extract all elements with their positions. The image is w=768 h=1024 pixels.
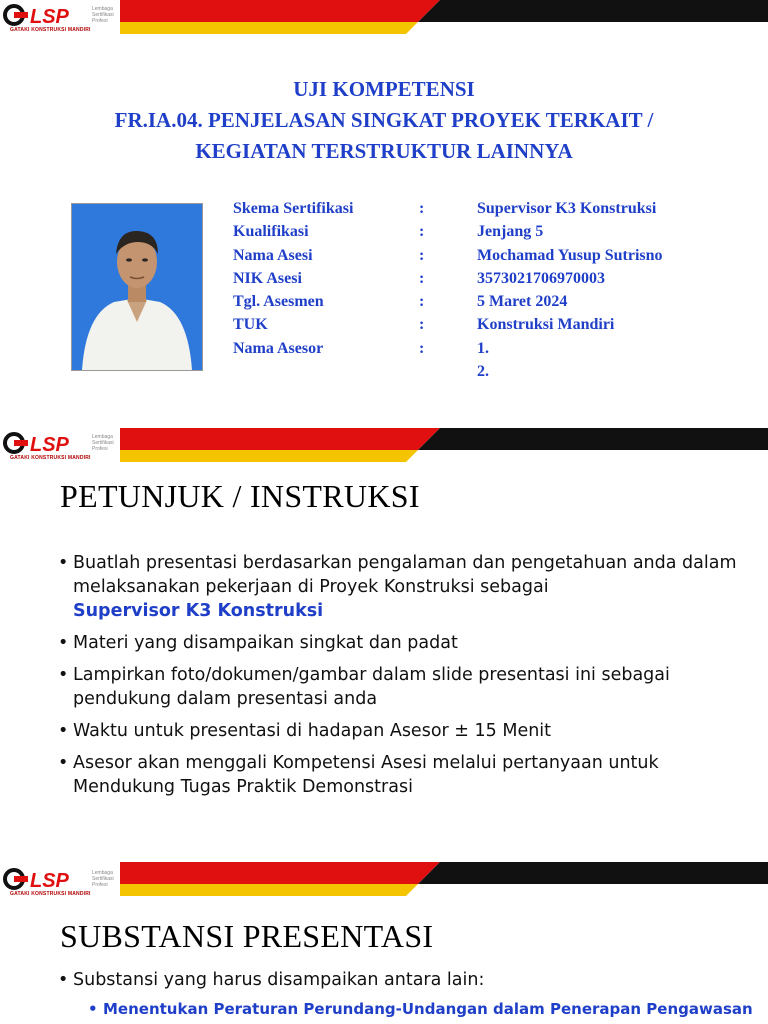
field-value: 3573021706970003 <box>477 269 605 287</box>
lsp-logo <box>2 866 122 900</box>
slide-2 <box>0 428 768 840</box>
field-separator: : <box>419 316 425 334</box>
list-item: • Menentukan Peraturan Perundang-Undangan dalam Penerapan Pengawasan <box>88 998 768 1020</box>
field-separator: : <box>419 293 425 311</box>
info-labels <box>233 197 413 383</box>
logo-brand: LSP <box>30 870 69 892</box>
slide-1 <box>0 0 768 418</box>
field-separator: : <box>419 200 425 217</box>
field-label: Nama Asesor <box>233 339 324 357</box>
field-separator: : <box>419 223 425 241</box>
field-value: 1. <box>477 339 489 357</box>
field-label <box>233 360 413 383</box>
title-line-2: FR.IA.04. PENJELASAN SINGKAT PROYEK TERKAIT / <box>114 108 654 132</box>
slide3-heading: SUBSTANSI PRESENTASI <box>60 918 434 954</box>
list-item <box>58 551 738 623</box>
list-item-highlight: Supervisor K3 Konstruksi <box>73 601 324 621</box>
field-value: Konstruksi Mandiri <box>477 316 615 334</box>
list-item: • Asesor akan menggali Kompetensi Asesi melalui pertanyaan untuk Mendukung Tugas Praktik Demonstrasi <box>58 751 738 799</box>
lsp-logo <box>2 430 122 464</box>
instruction-list <box>58 551 738 807</box>
lsp-logo <box>2 2 122 36</box>
logo-tagline: GATAKI KONSTRUKSI MANDIRI <box>10 455 91 461</box>
title-line-1: UJI KOMPETENSI <box>293 77 475 101</box>
title-line-3: KEGIATAN TERSTRUKTUR LAINNYA <box>195 139 573 163</box>
field-separator: : <box>419 246 425 264</box>
logo-brand: LSP <box>30 6 69 28</box>
info-values <box>477 197 757 383</box>
logo-tagline: GATAKI KONSTRUKSI MANDIRI <box>10 891 91 897</box>
field-label: NIK Asesi <box>233 269 302 287</box>
slide2-heading: PETUNJUK / INSTRUKSI <box>60 478 420 514</box>
info-separators <box>419 197 439 383</box>
field-value: Jenjang 5 <box>477 223 544 241</box>
lsp-logo-icon <box>2 866 92 894</box>
list-item: • Materi yang disampaikan singkat dan padat <box>58 631 738 655</box>
logo-side-text: Lembaga Sertifikasi Profesi <box>92 434 114 452</box>
slide-3 <box>0 852 768 1024</box>
field-label: Nama Asesi <box>233 246 313 264</box>
substansi-intro <box>58 968 738 1000</box>
field-value: Mochamad Yusup Sutrisno <box>477 246 663 264</box>
list-item: • Substansi yang harus disampaikan antara lain: <box>58 968 738 992</box>
logo-brand: LSP <box>30 434 69 456</box>
field-separator: : <box>419 339 425 357</box>
lsp-logo-icon <box>2 430 92 458</box>
lsp-logo-icon <box>2 2 92 30</box>
logo-side-text: Lembaga Sertifikasi Profesi <box>92 6 114 24</box>
list-item: • Waktu untuk presentasi di hadapan Asesor ± 15 Menit <box>58 719 738 743</box>
asesi-photo <box>71 203 203 371</box>
list-item: • Lampirkan foto/dokumen/gambar dalam slide presentasi ini sebagai pendukung dalam presentasi anda <box>58 663 738 711</box>
field-label: Skema Sertifikasi <box>233 200 354 217</box>
slide1-title <box>0 74 768 167</box>
field-value: 5 Maret 2024 <box>477 293 568 311</box>
field-label: Kualifikasi <box>233 223 309 241</box>
substansi-sub-list <box>88 998 768 1020</box>
list-item-text: Buatlah presentasi berdasarkan pengalaman dan pengetahuan anda dalam melaksanakan pekerjaan di Proyek Konstruksi sebagai <box>73 553 737 597</box>
person-photo-icon <box>72 204 202 370</box>
field-value: Supervisor K3 Konstruksi <box>477 200 657 217</box>
field-label: TUK <box>233 316 268 334</box>
field-separator: : <box>419 269 425 287</box>
logo-tagline: GATAKI KONSTRUKSI MANDIRI <box>10 27 91 33</box>
field-label: Tgl. Asesmen <box>233 293 324 311</box>
field-separator <box>419 360 439 383</box>
logo-side-text: Lembaga Sertifikasi Profesi <box>92 870 114 888</box>
field-value: 2. <box>477 363 489 381</box>
